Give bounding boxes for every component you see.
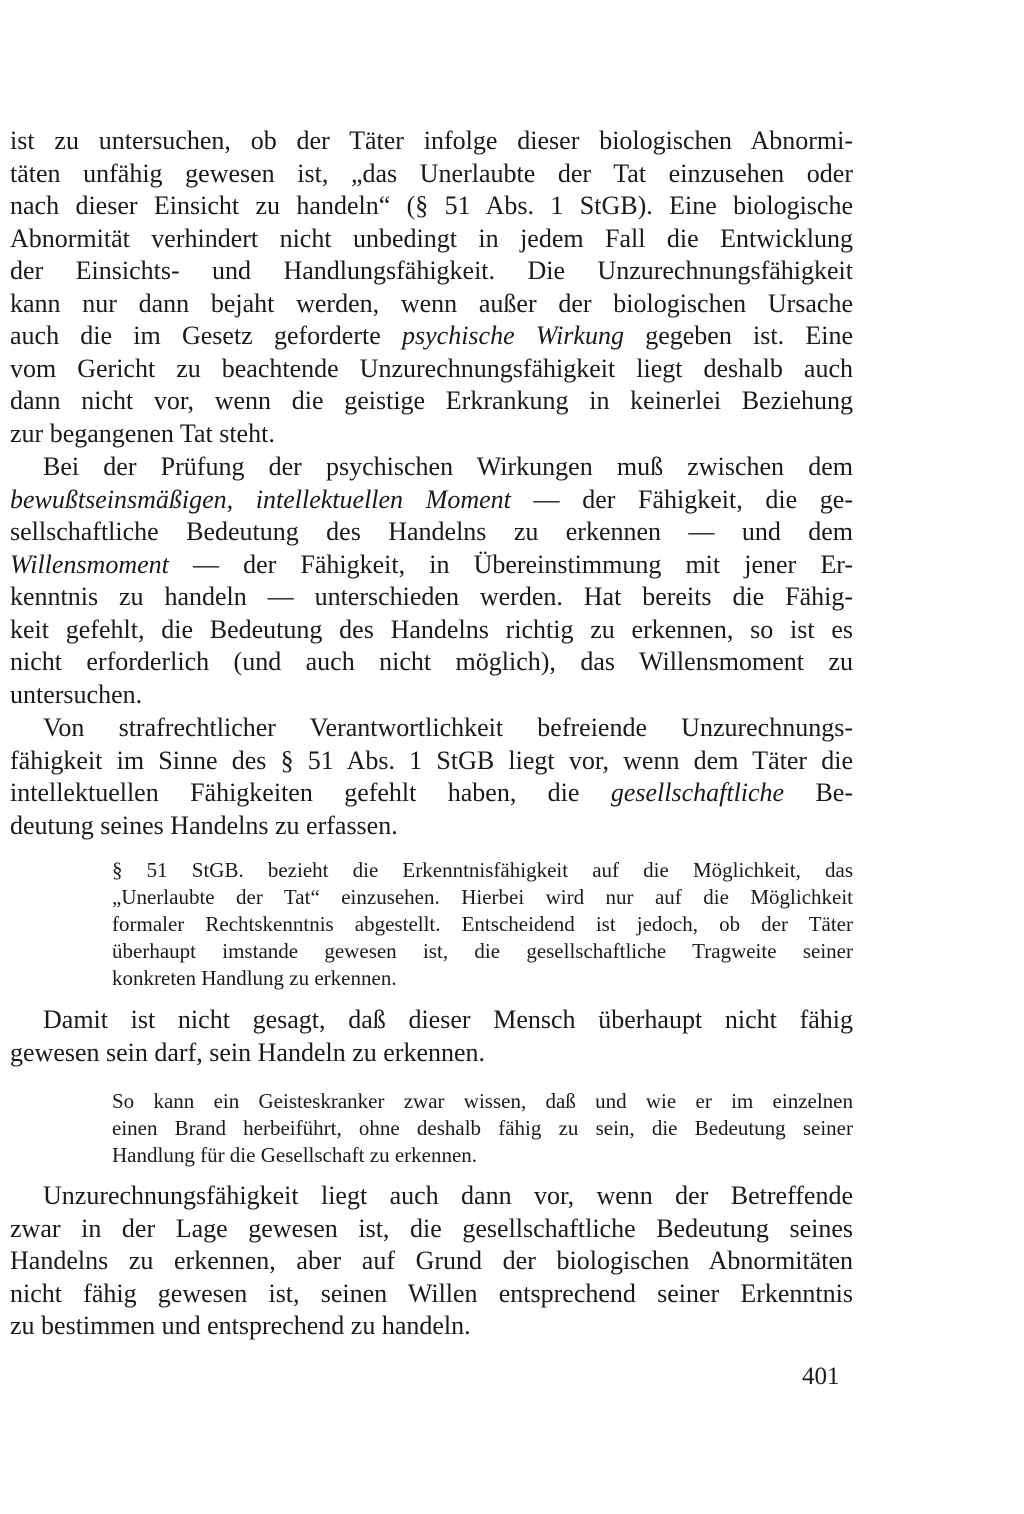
text-line: Damit ist nicht gesagt, daß dieser Mensch überhaupt nicht fähig <box>43 1005 853 1034</box>
text-segment: — der Fähigkeit, in Übereinstimmung mit jener Er- <box>168 549 853 579</box>
text-line: dann nicht vor, wenn die geistige Erkrankung in keinerlei Beziehung <box>10 386 853 415</box>
text-line: konkreten Handlung zu erkennen. <box>112 966 397 990</box>
text-line: überhaupt imstande gewesen ist, die gesellschaftliche Tragweite seiner <box>112 939 853 963</box>
text-segment: intellektuellen Fähigkeiten gefehlt haben, die <box>10 778 611 807</box>
text-line: sellschaftliche Bedeutung des Handelns zu erkennen — und dem <box>10 517 853 546</box>
text-line: Bei der Prüfung der psychischen Wirkungen muß zwischen dem <box>43 452 853 481</box>
note-2 <box>112 1088 853 1169</box>
text-line: der Einsichts- und Handlungsfähigkeit. Die Unzurechnungsfähigkeit <box>10 256 853 285</box>
text-line: zu bestimmen und entsprechend zu handeln. <box>10 1311 471 1340</box>
text-line: Handlung für die Gesellschaft zu erkennen. <box>112 1143 478 1167</box>
text-line: täten unfähig gewesen ist, „das Unerlaubte der Tat einzusehen oder <box>10 158 853 188</box>
text-segment: — der Fähigkeit, die ge- <box>510 484 854 514</box>
text-line <box>10 320 853 353</box>
text-line: Abnormität verhindert nicht unbedingt in jedem Fall die Entwicklung <box>10 223 853 253</box>
text-line <box>10 484 853 517</box>
note-1 <box>112 857 853 992</box>
text-line: § 51 StGB. bezieht die Erkenntnisfähigkeit auf die Möglichkeit, das <box>112 858 853 882</box>
text-line: ist zu untersuchen, ob der Täter infolge dieser biologischen Abnormi- <box>10 126 853 155</box>
text-line: einen Brand herbeiführt, ohne deshalb fähig zu sein, die Bedeutung seiner <box>112 1116 853 1140</box>
text-line: formaler Rechtskenntnis abgestellt. Entscheidend ist jedoch, ob der Täter <box>112 912 853 936</box>
emphasis-willensmoment: Willensmoment <box>10 549 169 579</box>
emphasis-gesellschaftliche: gesellschaftliche <box>610 778 785 807</box>
text-line <box>10 549 853 582</box>
paragraph-3 <box>10 712 853 842</box>
text-line: Handelns zu erkennen, aber auf Grund der biologischen Abnormitäten <box>10 1246 853 1275</box>
emphasis-psychische-wirkung: psychische Wirkung <box>402 321 624 350</box>
text-line: kann nur dann bejaht werden, wenn außer der biologischen Ursache <box>10 288 853 318</box>
text-line: gewesen sein darf, sein Handeln zu erkennen. <box>10 1037 486 1067</box>
text-line: fähigkeit im Sinne des § 51 Abs. 1 StGB liegt vor, wenn dem Täter die <box>10 745 853 775</box>
text-line: deutung seines Handelns zu erfassen. <box>10 810 398 840</box>
text-line: So kann ein Geisteskranker zwar wissen, daß und wie er im einzelnen <box>112 1089 853 1113</box>
paragraph-1 <box>10 125 853 450</box>
text-line: „Unerlaubte der Tat“ einzusehen. Hierbei wird nur auf die Möglichkeit <box>112 885 853 909</box>
text-line: vom Gericht zu beachtende Unzurechnungsfähigkeit liegt deshalb auch <box>10 353 853 383</box>
text-line: keit gefehlt, die Bedeutung des Handelns richtig zu erkennen, so ist es <box>10 614 853 644</box>
text-line: zur begangenen Tat steht. <box>10 418 275 448</box>
paragraph-2 <box>10 451 853 711</box>
text-line: untersuchen. <box>10 679 143 709</box>
text-line: Von strafrechtlicher Verantwortlichkeit befreiende Unzurechnungs- <box>43 713 853 742</box>
text-segment: gegeben ist. Eine <box>623 321 853 350</box>
paragraph-5 <box>10 1180 853 1343</box>
paragraph-4 <box>10 1004 853 1069</box>
text-segment: Be- <box>784 778 853 807</box>
emphasis-intellektuelles-moment: bewußtseinsmäßigen, intellektuellen Moment <box>10 484 511 514</box>
text-segment: auch die im Gesetz geforderte <box>10 321 402 350</box>
text-line: nach dieser Einsicht zu handeln“ (§ 51 Abs. 1 StGB). Eine biologische <box>10 191 853 220</box>
text-line: zwar in der Lage gewesen ist, die gesellschaftliche Bedeutung seines <box>10 1213 853 1243</box>
text-line: nicht fähig gewesen ist, seinen Willen entsprechend seiner Erkenntnis <box>10 1278 853 1308</box>
text-line: kenntnis zu handeln — unterschieden werden. Hat bereits die Fähig- <box>10 582 853 611</box>
text-line <box>10 777 853 810</box>
page-number: 401 <box>802 1363 840 1390</box>
text-line: Unzurechnungsfähigkeit liegt auch dann vor, wenn der Betreffende <box>43 1181 853 1210</box>
text-line: nicht erforderlich (und auch nicht möglich), das Willensmoment zu <box>10 647 853 676</box>
